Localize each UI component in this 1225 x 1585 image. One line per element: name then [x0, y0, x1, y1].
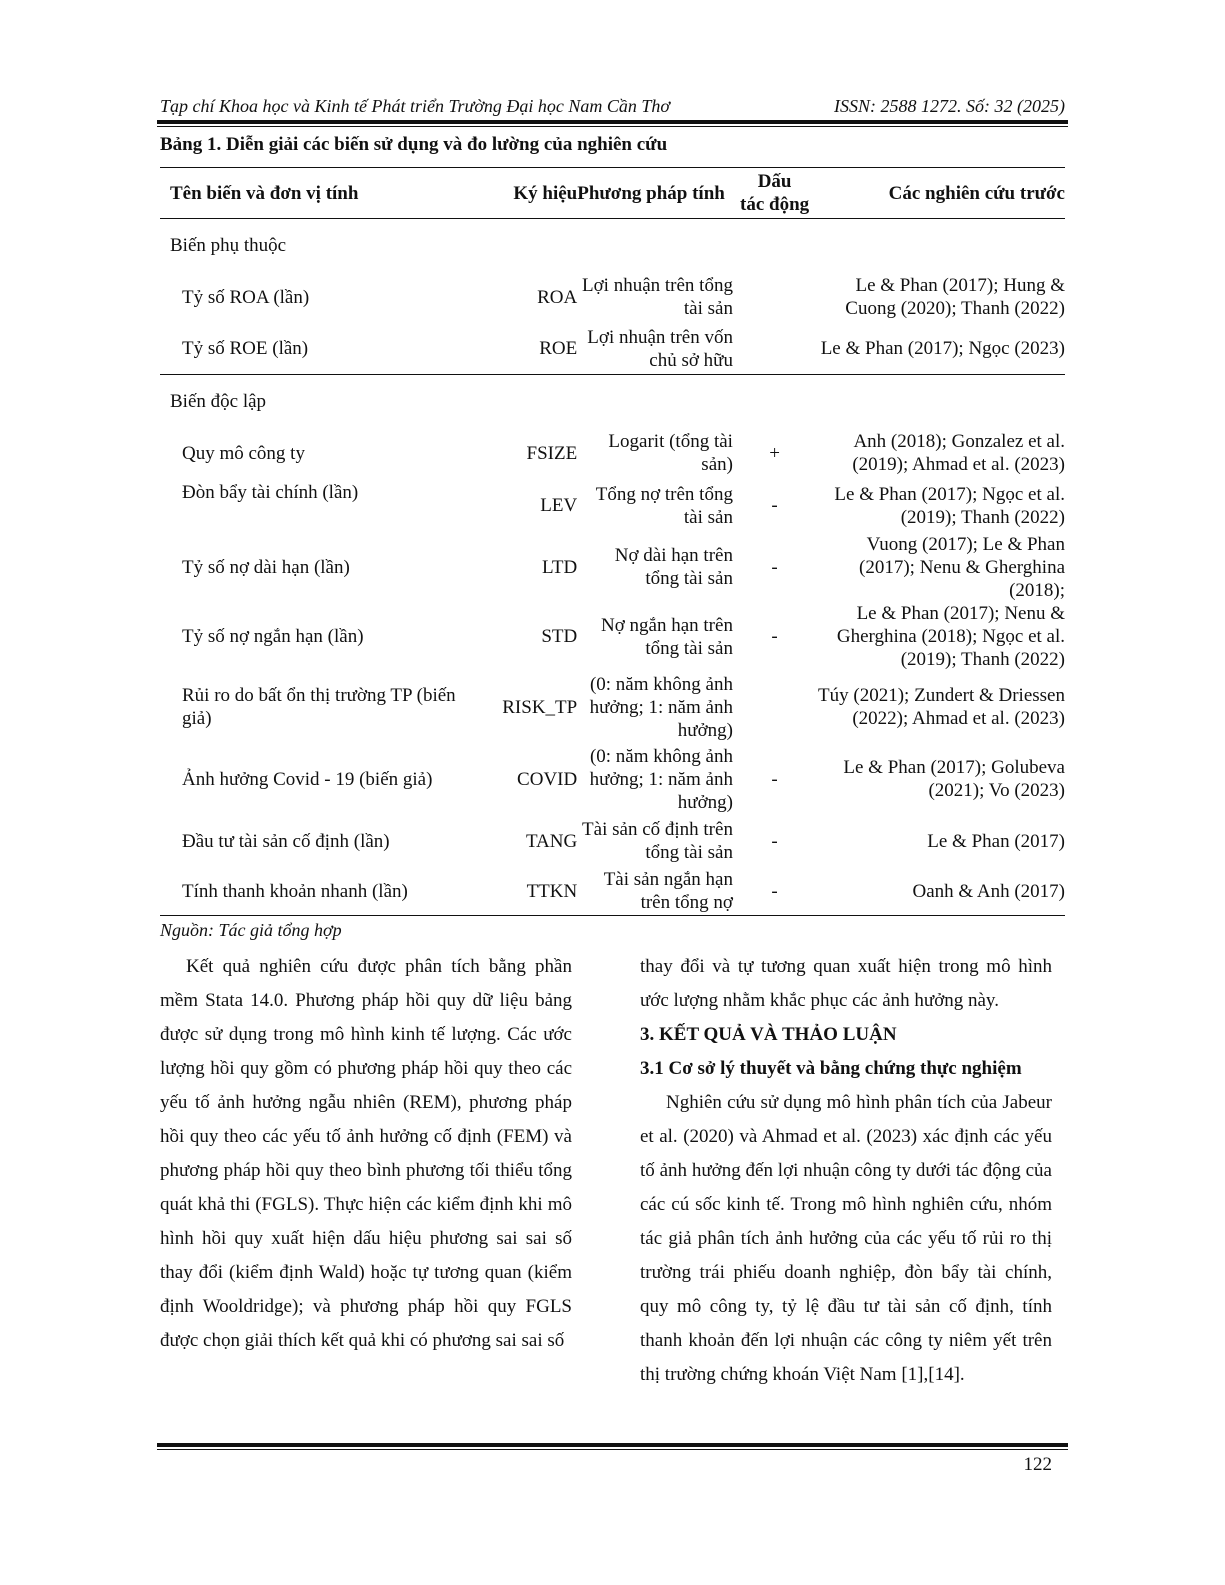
header-name: Tên biến và đơn vị tính: [160, 168, 491, 219]
var-name: Tỷ số nợ ngắn hạn (lần): [182, 626, 364, 647]
var-prior: Le & Phan (2017); Nenu & Gherghina (2018); Ngọc et al. (2019); Thanh (2022): [836, 603, 1065, 670]
var-sign: -: [771, 556, 778, 578]
var-method: Lợi nhuận trên vốn chủ sở hữu: [577, 323, 733, 375]
group-row-dependent: [160, 219, 1065, 272]
var-prior: Anh (2018); Gonzalez et al. (2019); Ahmad et al. (2023): [852, 431, 1065, 475]
body-paragraph-continued: thay đổi và tự tương quan xuất hiện trong mô hình ước lượng nhằm khắc phục các ảnh hưởng này.: [640, 956, 1052, 1011]
group-row-independent: [160, 375, 1065, 428]
var-symbol: TANG: [525, 830, 578, 852]
table-row: [160, 479, 1065, 532]
header-prior: Các nghiên cứu trước: [816, 168, 1065, 219]
header-sign-line1: Dấu: [757, 171, 792, 192]
group-label: Biến phụ thuộc: [170, 234, 287, 256]
table-row: [160, 671, 1065, 743]
var-name: Đòn bẩy tài chính (lần): [182, 482, 359, 503]
page-number: 122: [1023, 1454, 1052, 1475]
group-label: Biến độc lập: [170, 390, 267, 412]
var-symbol: STD: [541, 626, 578, 647]
var-prior: Le & Phan (2017); Golubeva (2021); Vo (2023): [843, 757, 1065, 801]
var-symbol: LEV: [540, 495, 578, 516]
var-prior: Le & Phan (2017): [927, 830, 1065, 852]
var-method: (0: năm không ảnh hưởng; 1: năm ảnh hưởng): [589, 673, 733, 741]
var-name: Tính thanh khoản nhanh (lần): [160, 867, 491, 916]
var-method: Logarit (tổng tài sản): [608, 431, 733, 475]
var-prior: Le & Phan (2017); Ngọc (2023): [816, 323, 1065, 375]
right-column: [640, 950, 1052, 1392]
body-paragraph: Nghiên cứu sử dụng mô hình phân tích của Jabeur et al. (2020) và Ahmad et al. (2023) xác định các yếu tố ảnh hưởng đến lợi nhuận công ty dưới tác động của các cú sốc kinh tế. Trong mô hình nghiên cứu, nhóm tác giả phân tích ảnh hưởng của các yếu tố rủi ro thị trường trái phiếu doanh nghiệp, đòn bẩy tài chính, quy mô công ty, tỷ lệ đầu tư tài sản cố định, tính thanh khoản đến lợi nhuận các công ty niêm yết trên thị trường chứng khoán Việt Nam [1],[14].: [640, 1092, 1052, 1385]
var-prior: Le & Phan (2017); Hung & Cuong (2020); Thanh (2022): [845, 275, 1065, 319]
var-prior: Oanh & Anh (2017): [816, 867, 1065, 916]
table-row: [160, 323, 1065, 375]
table-row: [160, 602, 1065, 671]
header-sign: [733, 168, 816, 219]
var-method: Nợ ngắn hạn trên tổng tài sản: [601, 614, 733, 659]
header-rule: [157, 120, 1068, 127]
left-column: [160, 950, 572, 1358]
var-method: (0: năm không ảnh hưởng; 1: năm ảnh hưởng): [589, 745, 733, 813]
variables-table: [160, 167, 1065, 916]
var-symbol: RISK_TP: [502, 696, 578, 718]
var-sign: [733, 271, 816, 323]
body-paragraph: Kết quả nghiên cứu được phân tích bằng phần mềm Stata 14.0. Phương pháp hồi quy dữ liệu bảng được sử dụng trong mô hình kinh tế lượng. Các ước lượng hồi quy gồm có phương pháp hồi quy theo các yếu tố ảnh hưởng ngẫu nhiên (REM), phương pháp hồi quy theo các yếu tố ảnh hưởng cố định (FEM) và phương pháp hồi quy theo bình phương tối thiểu tổng quát khả thi (FGLS). Thực hiện các kiểm định khi mô hình hồi quy xuất hiện dấu hiệu phương sai sai số thay đổi (kiểm định Wald) hoặc tự tương quan (kiểm định Wooldridge); và phương pháp hồi quy FGLS được chọn giải thích kết quả khi có phương sai sai số: [160, 956, 572, 1351]
var-symbol: TTKN: [491, 867, 577, 916]
running-header: [160, 96, 1065, 120]
table-row: [160, 743, 1065, 815]
var-symbol: ROA: [537, 286, 578, 308]
var-name: Ảnh hưởng Covid - 19 (biến giả): [182, 768, 433, 790]
var-sign: +: [769, 442, 780, 464]
var-name: Tỷ số ROE (lần): [160, 323, 491, 375]
var-name: Quy mô công ty: [182, 442, 305, 464]
var-name: Tỷ số nợ dài hạn (lần): [182, 556, 350, 578]
var-sign: -: [771, 830, 778, 852]
header-symbol: Ký hiệu: [491, 168, 577, 219]
var-symbol: LTD: [542, 556, 578, 578]
var-symbol: ROE: [491, 323, 577, 375]
var-symbol: FSIZE: [526, 442, 578, 464]
var-method: Lợi nhuận trên tổng tài sản: [582, 275, 733, 319]
var-method: Tài sản cố định trên tổng tài sản: [582, 819, 733, 863]
table-source-note: Nguồn: Tác giả tổng hợp: [160, 920, 342, 940]
var-name: Đầu tư tài sản cố định (lần): [182, 830, 390, 852]
var-sign: [733, 323, 816, 375]
var-method: Tổng nợ trên tổng tài sản: [595, 483, 733, 528]
var-name: Tỷ số ROA (lần): [182, 286, 310, 308]
table-row: [160, 532, 1065, 602]
table-row: [160, 427, 1065, 479]
var-method: Nợ dài hạn trên tổng tài sản: [614, 545, 733, 589]
var-name: Rủi ro do bất ổn thị trường TP (biến giả): [182, 685, 456, 729]
var-symbol: COVID: [517, 768, 578, 790]
var-method: Tài sản ngắn hạn trên tổng nợ: [577, 867, 733, 916]
var-sign: -: [771, 626, 778, 647]
table-caption: Bảng 1. Diễn giải các biến sử dụng và đo lường của nghiên cứu: [160, 134, 668, 155]
var-sign: -: [733, 867, 816, 916]
journal-title: Tạp chí Khoa học và Kinh tế Phát triển Trường Đại học Nam Cần Thơ: [160, 96, 671, 116]
var-prior: Le & Phan (2017); Ngọc et al. (2019); Thanh (2022): [834, 483, 1065, 528]
var-sign: -: [771, 495, 778, 516]
table-header-row: [160, 168, 1065, 219]
subsection-heading: 3.1 Cơ sở lý thuyết và bằng chứng thực nghiệm: [640, 1058, 1022, 1079]
var-prior: Túy (2021); Zundert & Driessen (2022); Ahmad et al. (2023): [818, 685, 1065, 729]
footer-rule: [157, 1443, 1068, 1450]
var-sign: [733, 671, 816, 743]
table-row: [160, 867, 1065, 916]
table-row: [160, 815, 1065, 867]
issn-issue: ISSN: 2588 1272. Số: 32 (2025): [834, 96, 1065, 116]
var-prior: Vuong (2017); Le & Phan (2017); Nenu & Gherghina (2018);: [859, 533, 1065, 601]
header-method: Phương pháp tính: [577, 168, 733, 219]
var-sign: -: [771, 768, 778, 790]
section-heading: 3. KẾT QUẢ VÀ THẢO LUẬN: [640, 1024, 897, 1045]
header-sign-line2: tác động: [740, 194, 810, 215]
table-row: [160, 271, 1065, 323]
